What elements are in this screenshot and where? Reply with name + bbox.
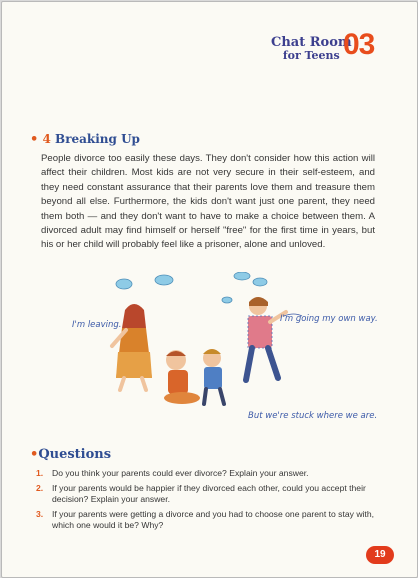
question-item [36, 509, 376, 532]
question-text: If your parents were getting a divorce and you had to choose one parent to stay with, which one would it be? Why? [52, 508, 374, 531]
section-title: Breaking Up [55, 132, 140, 146]
chapter-title-line1: Chat Room [271, 35, 352, 50]
children-figures [164, 349, 224, 404]
chapter-title-line2: for Teens [282, 49, 340, 62]
caption-stuck: But we're stuck where we are. [248, 411, 378, 421]
question-text: Do you think your parents could ever divorce? Explain your answer. [52, 468, 309, 478]
section-body: People divorce too easily these days. They don't consider how this action will affect their children. Most kids are not very secure in their self-esteem, and they need constant assurance that their parents love them and treasure them beyond all else. Furthermore, the kids don't want just one parent, they need them both — and they don't want to have to make a choice between them. A divorced adult may find himself or herself "free" for the first time in years, but his or her child will probably feel like a prisoner, alone and unloved. [41, 153, 375, 251]
questions-list [36, 468, 376, 535]
question-item [36, 468, 376, 480]
section-number: 4 [42, 132, 51, 146]
mother-figure [112, 304, 152, 390]
questions-title: Questions [38, 447, 112, 462]
section-heading [30, 132, 140, 147]
page-number-badge: 19 [366, 546, 394, 564]
question-number: 3. [36, 508, 44, 519]
question-item [36, 483, 376, 506]
chapter-number: 03 [343, 28, 375, 61]
angry-cloud-icon [116, 272, 267, 303]
family-argument-illustration [72, 272, 392, 432]
section-bullet: • [30, 132, 39, 147]
questions-bullet: • [30, 447, 39, 462]
caption-own-way: I'm going my own way. [280, 314, 378, 324]
caption-leaving: I'm leaving. [72, 320, 122, 330]
question-number: 2. [36, 482, 44, 493]
book-page [1, 1, 418, 578]
questions-heading [30, 447, 111, 462]
father-figure [246, 297, 286, 380]
question-number: 1. [36, 468, 44, 478]
chapter-title [271, 36, 352, 62]
question-text: If your parents would be happier if they divorced each other, could you accept their decision? Explain your answer. [52, 482, 366, 505]
